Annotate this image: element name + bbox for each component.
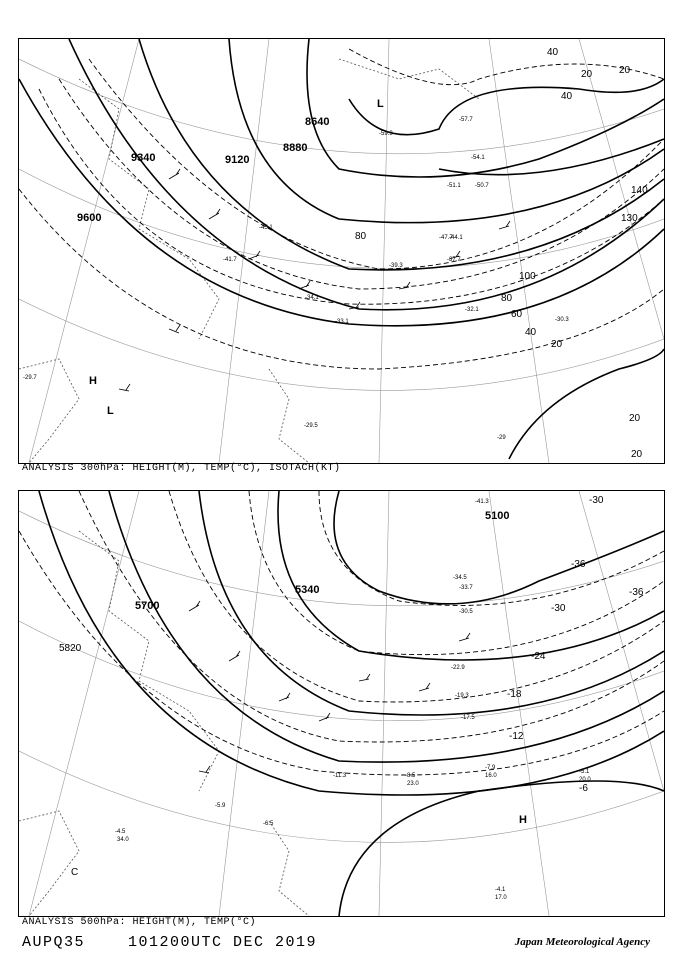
cold-center-label: C <box>71 867 79 878</box>
temperature-label: -39.3 <box>389 263 403 269</box>
low-center-label: L <box>377 98 384 110</box>
station-value: -4.1 <box>495 887 506 893</box>
wind-barbs-500 <box>189 601 470 773</box>
isotach-label: 40 <box>525 327 537 338</box>
agency-name: Japan Meteorological Agency <box>514 936 650 948</box>
height-label: 9600 <box>77 212 102 224</box>
isotach-label: 140 <box>631 185 648 196</box>
coastline-500 <box>19 531 309 916</box>
isotach-label: 40 <box>561 91 573 102</box>
isotach-label: 80 <box>355 231 367 242</box>
station-value: -6.5 <box>263 821 274 827</box>
station-value: -7.9 <box>485 765 496 771</box>
temperature-label: -41.7 <box>223 257 237 263</box>
station-value: 17.0 <box>495 895 507 901</box>
station-value: -11.3 <box>333 773 347 779</box>
temperature-label: -50.7 <box>475 183 489 189</box>
analysis-500hpa-map <box>18 490 665 917</box>
temperature-contour-label: -30 <box>551 603 566 614</box>
temperature-label: -57.7 <box>459 117 473 123</box>
temperature-contour-label: -12 <box>509 731 524 742</box>
low-center-label: L <box>107 405 114 417</box>
temperature-label: -34.1 <box>305 295 319 301</box>
temperature-contour-label: -36 <box>629 587 644 598</box>
temperature-label: -33.1 <box>335 319 349 325</box>
temperature-labels-300 <box>23 117 569 441</box>
temperature-label: -54.1 <box>471 155 485 161</box>
isotach-label: 20 <box>631 449 643 460</box>
height-label: 8640 <box>305 116 330 128</box>
temperature-contour-label: -30 <box>589 495 604 506</box>
caption-500hpa: ANALYSIS 500hPa: HEIGHT(M), TEMP(°C) <box>22 917 257 928</box>
isotach-label: 60 <box>511 309 523 320</box>
height-label: 9340 <box>131 152 156 164</box>
station-value: 23.0 <box>407 781 419 787</box>
temperature-label: -29.5 <box>304 423 318 429</box>
station-value: -4.5 <box>115 829 126 835</box>
station-value: -8.5 <box>405 773 416 779</box>
isotach-label: 100 <box>519 271 536 282</box>
isotach-label: 20 <box>619 65 631 76</box>
station-value: 20.0 <box>579 777 591 783</box>
height-label: 5700 <box>135 600 160 612</box>
isotach-label: 20 <box>551 339 563 350</box>
height-contours-300 <box>19 39 664 459</box>
station-value: -22.9 <box>451 665 465 671</box>
temperature-label: -30.3 <box>555 317 569 323</box>
station-value: -41.3 <box>475 499 489 505</box>
station-value: -5.9 <box>215 803 226 809</box>
chart-code: AUPQ35 <box>22 934 86 951</box>
temperature-label: -59.3 <box>379 131 393 137</box>
temperature-label: -45.1 <box>259 225 273 231</box>
station-values-500 <box>115 499 591 901</box>
isotach-label: 80 <box>501 293 513 304</box>
isotach-label: 40 <box>547 47 559 58</box>
high-center-label: H <box>519 814 527 826</box>
height-label: 5820 <box>59 643 82 654</box>
temperature-label: -51.1 <box>447 183 461 189</box>
temperature-contour-label: -24 <box>531 651 546 662</box>
isotach-label: 20 <box>629 413 641 424</box>
isotach-label: 130 <box>621 213 638 224</box>
temperature-contour-label: -36 <box>571 559 586 570</box>
valid-time: 101200UTC DEC 2019 <box>128 934 318 951</box>
station-value: -19.3 <box>455 693 469 699</box>
temperature-label: -44.1 <box>449 235 463 241</box>
temperature-label: -29 <box>497 435 506 441</box>
station-value: -33.7 <box>459 585 473 591</box>
height-label: 5340 <box>295 584 320 596</box>
high-center-label: H <box>89 375 97 387</box>
map-500hpa-svg <box>19 491 664 916</box>
station-value: 16.0 <box>485 773 497 779</box>
height-label: 5100 <box>485 510 510 522</box>
graticule-300 <box>19 39 664 463</box>
station-value: -5.1 <box>579 769 590 775</box>
temperature-contour-label: -18 <box>507 689 522 700</box>
height-contours-500 <box>39 491 664 916</box>
map-300hpa-svg <box>19 39 664 463</box>
temperature-label: -29.7 <box>23 375 37 381</box>
temperature-contours-500 <box>19 491 664 775</box>
caption-300hpa: ANALYSIS 300hPa: HEIGHT(M), TEMP(°C), ISOTACH(KT) <box>22 463 341 474</box>
isotach-label: 20 <box>581 69 593 80</box>
temperature-contour-label: -6 <box>579 783 588 794</box>
station-value: 34.0 <box>117 837 129 843</box>
station-value: -30.5 <box>459 609 473 615</box>
station-value: -34.5 <box>453 575 467 581</box>
temperature-label: -32.1 <box>465 307 479 313</box>
height-label: 9120 <box>225 154 250 166</box>
temperature-label: -37.7 <box>447 257 461 263</box>
analysis-300hpa-map <box>18 38 665 464</box>
temperature-label: -47.7 <box>439 235 453 241</box>
station-value: -17.5 <box>461 715 475 721</box>
height-label: 8880 <box>283 142 308 154</box>
